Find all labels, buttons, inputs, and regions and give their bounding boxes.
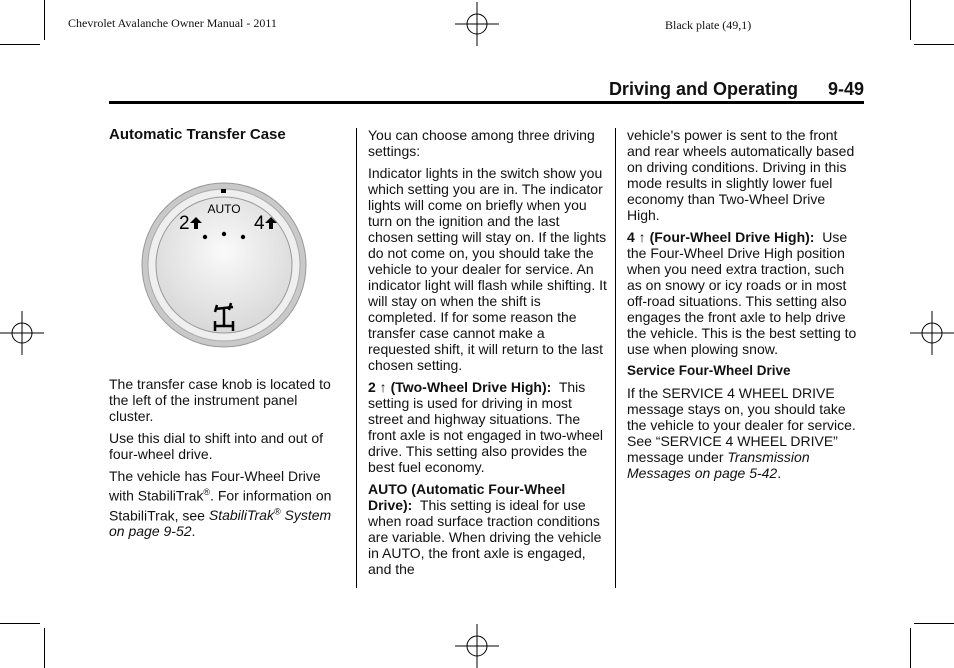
- registration-mark-icon: [455, 2, 499, 46]
- section-title: Driving and Operating: [608, 79, 798, 99]
- four-label: 4: [254, 213, 265, 234]
- registration-mark-icon: [455, 624, 499, 668]
- paragraph: Indicator lights in the switch show you which setting you are in. The indicator lights will come on briefly when you turn on the ignition and the last chosen setting will stay on. If the lights do not come on, you should take the vehicle to your dealer for service. An indicator light will flash while shifting. It will stay on when the shift is completed. If for some reason the transfer case cannot make a requested shift, it will return to the last chosen setting.: [368, 165, 607, 373]
- crop-mark: [914, 623, 954, 624]
- paragraph: 4 ↑ (Four-Wheel Drive High): Use the Four-Wheel Drive High position when you need extra traction, such as on snowy or icy roads or in most off-road situations. This setting also engages the front axle to help drive the vehicle. This is the best setting to use when plowing snow.: [627, 229, 857, 357]
- two-label: 2: [179, 213, 190, 234]
- paragraph: AUTO (Automatic Four-Wheel Drive): This setting is ideal for use when road surface traction conditions are variable. When driving the vehicle in AUTO, the front axle is engaged, and the: [368, 481, 602, 577]
- crop-mark: [0, 623, 40, 624]
- column-divider: [356, 128, 357, 588]
- column-divider: [615, 128, 616, 588]
- subheading: Service Four-Wheel Drive: [627, 363, 791, 378]
- paragraph: Use this dial to shift into and out of four-wheel drive.: [109, 430, 324, 462]
- column-1: [109, 127, 345, 545]
- registration-mark-icon: [0, 311, 44, 355]
- crop-mark: [914, 44, 954, 45]
- cross-reference-link[interactable]: Transmission Messages on page 5-42: [627, 449, 810, 481]
- section-header: [609, 79, 864, 100]
- paragraph: The transfer case knob is located to the left of the instrument panel cluster.: [109, 376, 331, 424]
- paragraph: 2 ↑ (Two-Wheel Drive High): This setting is used for driving in most street and highway situations. The front axle is not engaged in two-wheel drive. This setting also provides the best fuel economy.: [368, 379, 604, 475]
- section-heading: Automatic Transfer Case: [109, 126, 286, 143]
- crop-mark: [44, 628, 45, 668]
- cross-reference-link[interactable]: StabiliTrak® System on page 9-52: [109, 506, 332, 540]
- page-number: 9-49: [827, 79, 864, 99]
- setting-label: 4 ↑ (Four-Wheel Drive High):: [627, 229, 815, 245]
- paragraph: You can choose among three driving settings:: [368, 127, 595, 159]
- running-header-right: Black plate (49,1): [665, 18, 752, 32]
- paragraph: The vehicle has Four-Wheel Drive with StabiliTrak®. For information on StabiliTrak, see StabiliTrak® System on page 9-52.: [109, 468, 332, 540]
- setting-label: AUTO (Automatic Four-Wheel Drive):: [368, 481, 566, 513]
- paragraph: vehicle's power is sent to the front and rear wheels automatically based on driving conditions. Driving in this mode results in slightly lower fuel economy than Two-Wheel Drive High.: [627, 127, 855, 223]
- column-3: [627, 127, 861, 487]
- transfer-case-knob-illustration: [139, 181, 309, 349]
- crop-mark: [0, 44, 40, 45]
- crop-mark: [910, 0, 911, 40]
- header-rule: [109, 101, 864, 104]
- registration-mark-icon: [910, 311, 954, 355]
- setting-label: 2 ↑ (Two-Wheel Drive High):: [368, 379, 552, 395]
- paragraph: If the SERVICE 4 WHEEL DRIVE message stays on, you should take the vehicle to your dealer for service. See “SERVICE 4 WHEEL DRIVE” message under Transmission Messages on page 5-42.: [627, 385, 856, 481]
- column-2: [368, 127, 608, 583]
- running-header-left: Chevrolet Avalanche Owner Manual - 2011: [68, 16, 277, 30]
- auto-label: AUTO: [207, 202, 241, 216]
- crop-mark: [44, 0, 45, 40]
- crop-mark: [910, 628, 911, 668]
